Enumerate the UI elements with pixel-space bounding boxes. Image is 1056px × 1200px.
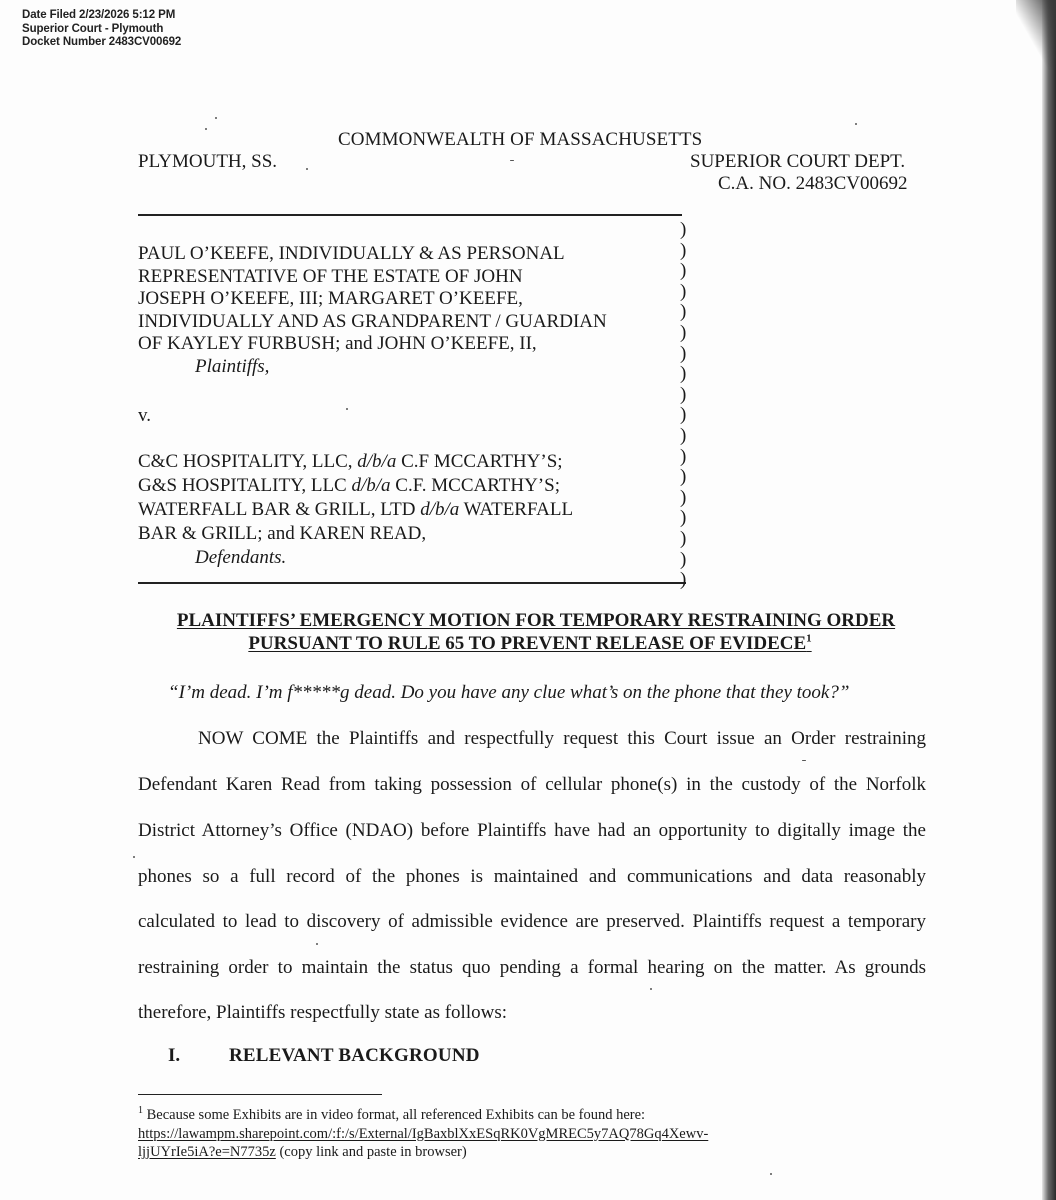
paren: ) <box>680 342 687 364</box>
defendant-line: BAR & GRILL; and KAREN READ, <box>138 523 427 544</box>
paren: ) <box>680 445 687 467</box>
scan-speck <box>650 988 652 990</box>
paren: ) <box>680 301 687 323</box>
exhibit-link-part-1[interactable]: https://lawampm.sharepoint.com/:f:/s/External/IgBaxblXxESqRK0VgMREC5y7AQ78Gq4Xewv- <box>138 1125 709 1142</box>
body-line: Defendant Karen Read from taking possession of cellular phone(s) in the custody of the Norfolk <box>138 774 926 795</box>
defendant-name: C&C HOSPITALITY, LLC, <box>138 451 358 472</box>
dba-label: d/b/a <box>420 499 460 520</box>
footnote-line <box>138 1106 708 1125</box>
epigraph-quote: “I’m dead. I’m f*****g dead. Do you have any clue what’s on the phone that they took?” <box>168 682 850 703</box>
paren: ) <box>680 424 687 446</box>
defendant-line <box>138 474 573 498</box>
scan-speck <box>346 408 348 410</box>
paren: ) <box>680 280 687 302</box>
case-number: C.A. NO. 2483CV00692 <box>718 173 908 194</box>
exhibit-link-part-2[interactable]: ljjUYrIe5iA?e=N7735z <box>138 1144 276 1160</box>
commonwealth-heading: COMMONWEALTH OF MASSACHUSETTS <box>338 129 703 150</box>
paren: ) <box>680 260 687 282</box>
defendant-line <box>138 498 573 522</box>
versus-label: v. <box>138 405 152 426</box>
paren: ) <box>680 569 687 591</box>
body-line: restraining order to maintain the status quo pending a formal hearing on the matter. As grounds <box>138 957 926 978</box>
defendant-tradename: C.F MCCARTHY’S; <box>396 451 563 472</box>
paren: ) <box>680 507 687 529</box>
paren: ) <box>680 219 687 240</box>
motion-title-line-1: PLAINTIFFS’ EMERGENCY MOTION FOR TEMPORARY RESTRAINING ORDER <box>176 610 896 631</box>
defendants-caption <box>138 450 573 570</box>
plaintiffs-role: Plaintiffs, <box>195 355 270 377</box>
footnote-marker: 1 <box>138 1105 143 1117</box>
docket-number: Docket Number 2483CV00692 <box>22 36 182 48</box>
scan-shadow-corner <box>1016 0 1056 70</box>
footnote-line <box>138 1125 708 1144</box>
footnote <box>138 1106 708 1162</box>
caption-top-rule <box>138 214 682 216</box>
scan-speck <box>306 168 308 170</box>
body-line: NOW COME the Plaintiffs and respectfully request this Court issue an Order restraining <box>198 728 926 749</box>
paren: ) <box>680 404 687 426</box>
plaintiff-line: JOSEPH O’KEEFE, III; MARGARET O’KEEFE, <box>138 288 523 310</box>
body-line: District Attorney’s Office (NDAO) before Plaintiffs have had an opportunity to digitally image the <box>138 820 926 841</box>
scan-speck <box>316 943 318 945</box>
plaintiff-line: OF KAYLEY FURBUSH; and JOHN O’KEEFE, II, <box>138 333 537 355</box>
scan-speck <box>133 856 135 858</box>
defendant-tradename: C.F. MCCARTHY’S; <box>390 475 560 496</box>
caption-parentheses <box>680 220 694 591</box>
motion-title-text: PURSUANT TO RULE 65 TO PREVENT RELEASE OF EVIDECE <box>248 633 807 654</box>
scan-speck <box>205 128 207 130</box>
body-line: calculated to lead to discovery of admissible evidence are preserved. Plaintiffs request a temporary <box>138 911 926 932</box>
paren: ) <box>680 486 687 508</box>
motion-title-line-2 <box>0 633 1056 655</box>
footnote-line <box>138 1143 708 1162</box>
defendant-name: G&S HOSPITALITY, LLC <box>138 475 352 496</box>
scan-speck <box>802 760 806 761</box>
paren: ) <box>680 466 687 488</box>
defendants-role: Defendants. <box>195 547 287 568</box>
paren: ) <box>680 548 687 570</box>
paren: ) <box>680 383 687 405</box>
court-name: Superior Court - Plymouth <box>22 22 164 35</box>
footnote-suffix: (copy link and paste in browser) <box>275 1144 467 1160</box>
footnote-text: Because some Exhibits are in video format, all referenced Exhibits can be found here: <box>143 1107 646 1123</box>
body-line: phones so a full record of the phones is maintained and communications and data reasonably <box>138 866 926 887</box>
caption-bottom-rule <box>138 582 686 584</box>
plaintiffs-caption <box>138 243 607 379</box>
date-filed: Date Filed 2/23/2026 5:12 PM <box>22 9 176 21</box>
scan-speck <box>510 160 514 161</box>
defendant-tradename: WATERFALL <box>459 499 574 520</box>
county-label: PLYMOUTH, SS. <box>138 151 278 172</box>
footnote-separator <box>138 1094 382 1095</box>
filing-stamp <box>22 9 181 50</box>
scan-shadow-edge <box>1042 0 1056 1200</box>
paren: ) <box>680 363 687 385</box>
paren: ) <box>680 527 687 549</box>
plaintiff-line: REPRESENTATIVE OF THE ESTATE OF JOHN <box>138 265 523 287</box>
paren: ) <box>680 321 687 343</box>
plaintiff-line: INDIVIDUALLY AND AS GRANDPARENT / GUARDIAN <box>138 310 607 332</box>
court-department: SUPERIOR COURT DEPT. <box>690 151 906 172</box>
plaintiff-line: PAUL O’KEEFE, INDIVIDUALLY & AS PERSONAL <box>138 243 565 264</box>
section-title: RELEVANT BACKGROUND <box>229 1045 480 1066</box>
defendant-name: WATERFALL BAR & GRILL, LTD <box>138 499 421 520</box>
dba-label: d/b/a <box>351 475 391 496</box>
defendant-line <box>138 450 573 474</box>
scan-speck <box>855 123 857 125</box>
paren: ) <box>680 239 687 261</box>
body-line: therefore, Plaintiffs respectfully state as follows: <box>138 1002 507 1023</box>
scan-speck <box>215 117 217 119</box>
footnote-reference[interactable]: 1 <box>806 632 812 645</box>
section-number: I. <box>168 1045 181 1066</box>
dba-label: d/b/a <box>357 451 397 472</box>
scan-speck <box>770 1173 772 1175</box>
